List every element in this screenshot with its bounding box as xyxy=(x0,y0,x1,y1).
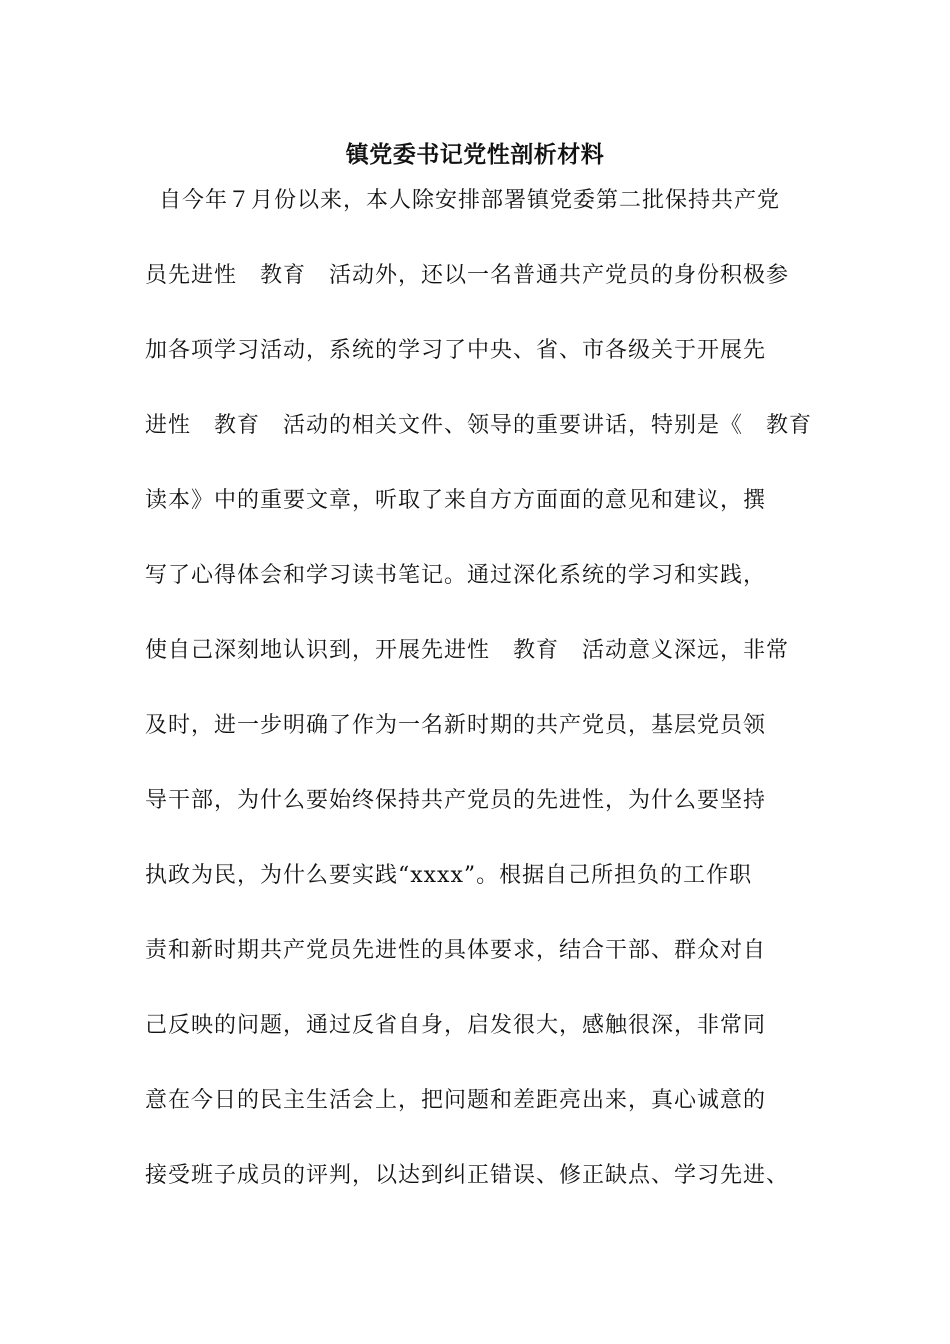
document-title: 镇党委书记党性剖析材料 xyxy=(345,141,605,168)
body-line: 责和新时期共产党员先进性的具体要求，结合干部、群众对自 xyxy=(145,938,767,963)
body-line: 员先进性 教育 活动外，还以一名普通共产党员的身份积极参 xyxy=(145,263,790,288)
body-line: 导干部，为什么要始终保持共产党员的先进性，为什么要坚持 xyxy=(145,788,767,813)
body-line: 使自己深刻地认识到，开展先进性 教育 活动意义深远，非常 xyxy=(145,638,790,663)
body-line: 己反映的问题，通过反省自身，启发很大，感触很深，非常同 xyxy=(145,1013,767,1038)
body-line: 自今年７月份以来，本人除安排部署镇党委第二批保持共产党 xyxy=(159,188,781,213)
body-line: 读本》中的重要文章，听取了来自方方面面的意见和建议，撰 xyxy=(145,488,767,513)
body-line: 及时，进一步明确了作为一名新时期的共产党员，基层党员领 xyxy=(145,713,767,738)
body-line: 意在今日的民主生活会上，把问题和差距亮出来，真心诚意的 xyxy=(145,1088,767,1113)
body-line: 执政为民，为什么要实践“xxxx”。根据自己所担负的工作职 xyxy=(145,863,753,888)
body-line: 接受班子成员的评判，以达到纠正错误、修正缺点、学习先进、 xyxy=(145,1163,790,1188)
body-line: 加各项学习活动，系统的学习了中央、省、市各级关于开展先 xyxy=(145,338,767,363)
document-body xyxy=(145,181,835,1231)
body-line: 写了心得体会和学习读书笔记。通过深化系统的学习和实践， xyxy=(145,563,767,588)
body-line: 进性 教育 活动的相关文件、领导的重要讲话，特别是《 教育 xyxy=(145,413,813,438)
